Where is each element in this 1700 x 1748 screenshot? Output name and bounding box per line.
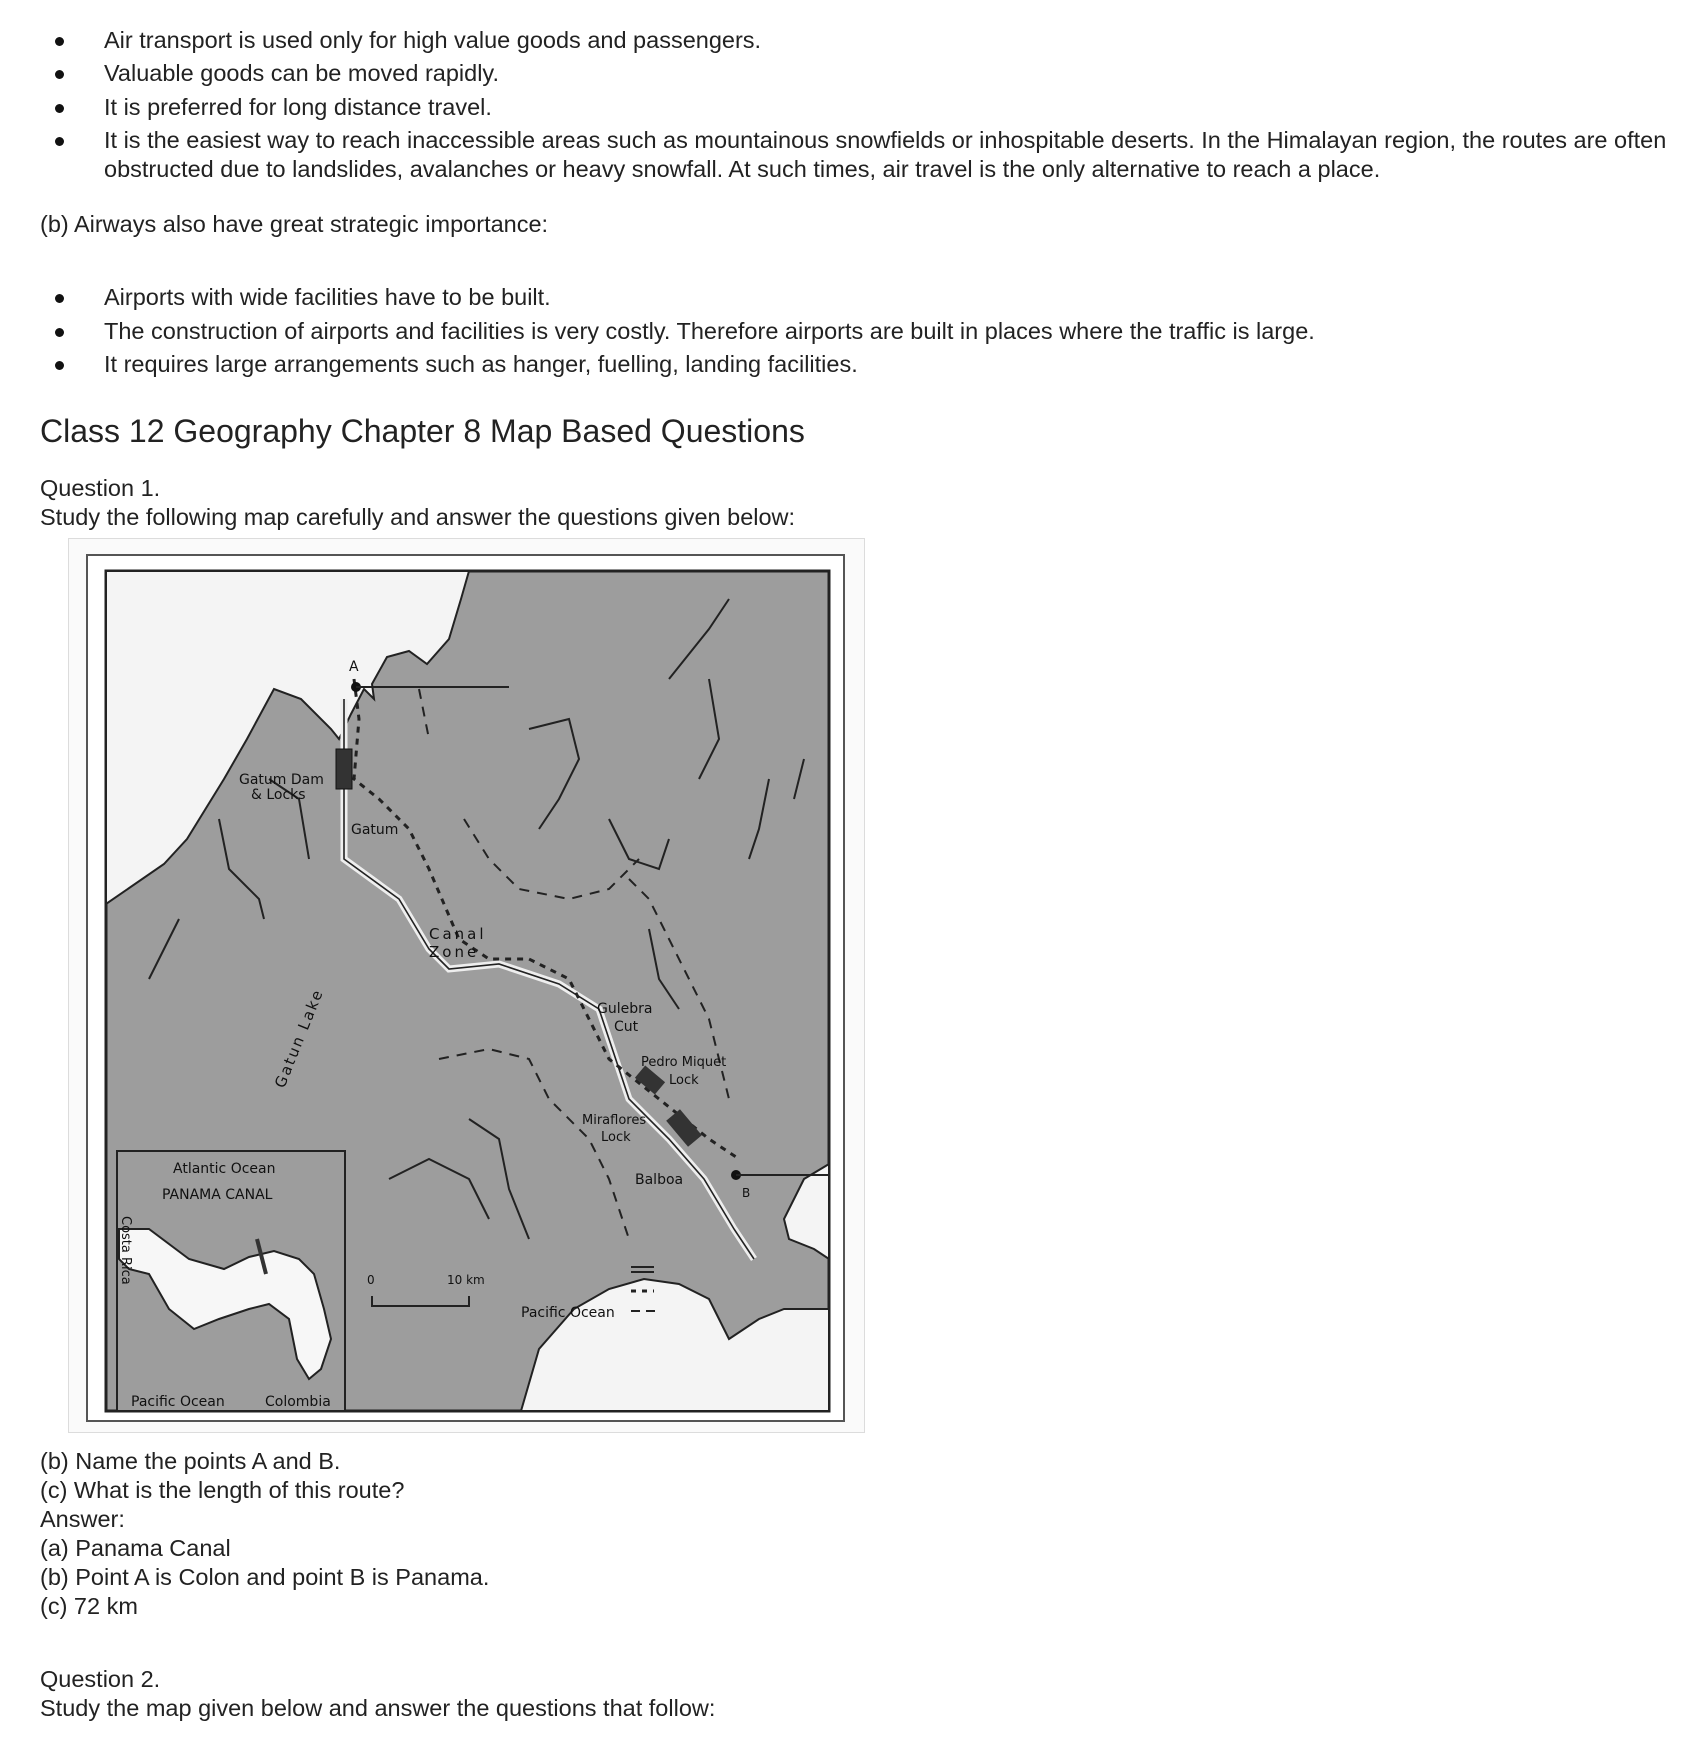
gatun-dam-label-2: & Locks (251, 786, 306, 803)
pedro-miguel-label-2: Lock (669, 1072, 699, 1088)
question-2-label: Question 2. (40, 1665, 161, 1692)
panama-canal-map (68, 538, 865, 1433)
inset-costa-rica-label: Costa Rica (118, 1215, 133, 1285)
answer-b: (b) Point A is Colon and point B is Panama. (40, 1563, 490, 1590)
point-a-label: A (349, 658, 359, 675)
list-item: The construction of airports and facilities is very costly. Therefore airports are built in places where the traffic is large. (40, 317, 1670, 346)
airways-limitations-list (40, 283, 1670, 378)
answer-label: Answer: (40, 1505, 125, 1532)
map-figure (69, 539, 864, 1432)
answer-c: (c) 72 km (40, 1592, 138, 1619)
miraflores-label: Miraflores (582, 1112, 647, 1128)
gatun-lake-label: Gatun Lake (271, 985, 328, 1091)
canal-zone-label-2: Zone (429, 942, 480, 961)
list-item: It is the easiest way to reach inaccessible areas such as mountainous snowfields or inhospitable deserts. In the Himalayan region, the routes are often obstructed due to landslides, avalanches or heavy snowfall. At such times, air travel is the only alternative to reach a place. (40, 126, 1670, 183)
inset-title: PANAMA CANAL (162, 1186, 273, 1203)
list-item: Airports with wide facilities have to be built. (40, 283, 1670, 312)
question-1-part-b: (b) Name the points A and B. (40, 1447, 341, 1474)
list-item: It requires large arrangements such as hanger, fuelling, landing facilities. (40, 350, 1670, 379)
point-b-label: B (742, 1185, 751, 1200)
inset-colombia-label: Colombia (265, 1393, 331, 1410)
airways-advantages-list (40, 26, 1670, 183)
canal-zone-label: Canal (429, 924, 487, 943)
list-item: It is preferred for long distance travel. (40, 93, 1670, 122)
list-item: Valuable goods can be moved rapidly. (40, 59, 1670, 88)
inset-pacific-label: Pacific Ocean (131, 1393, 225, 1410)
culebra-cut-label: Gulebra (597, 1000, 653, 1017)
pedro-miguel-label: Pedro Miquet (641, 1054, 727, 1070)
list-item: Air transport is used only for high value goods and passengers. (40, 26, 1670, 55)
culebra-cut-label-2: Cut (614, 1018, 639, 1035)
section-heading: Class 12 Geography Chapter 8 Map Based Questions (40, 412, 805, 449)
gatun-dam-label: Gatum Dam (239, 771, 324, 788)
question-1-label: Question 1. (40, 474, 161, 501)
balboa-label: Balboa (635, 1171, 684, 1188)
question-1-part-c: (c) What is the length of this route? (40, 1476, 405, 1503)
page-content (40, 26, 1670, 1723)
miraflores-label-2: Lock (601, 1129, 631, 1145)
scale-zero: 0 (367, 1272, 375, 1287)
question-2-prompt: Study the map given below and answer the questions that follow: (40, 1694, 716, 1721)
inset-atlantic-label: Atlantic Ocean (173, 1160, 276, 1177)
question-1-prompt: Study the following map carefully and answer the questions given below: (40, 503, 796, 530)
scale-ten: 10 km (447, 1272, 485, 1287)
gatun-locks-symbol (336, 749, 352, 789)
strategic-importance-intro: (b) Airways also have great strategic importance: (40, 211, 549, 238)
answer-a: (a) Panama Canal (40, 1534, 231, 1561)
gatun-town-label: Gatum (351, 821, 399, 838)
pacific-ocean-label: Pacific Ocean (521, 1304, 615, 1321)
